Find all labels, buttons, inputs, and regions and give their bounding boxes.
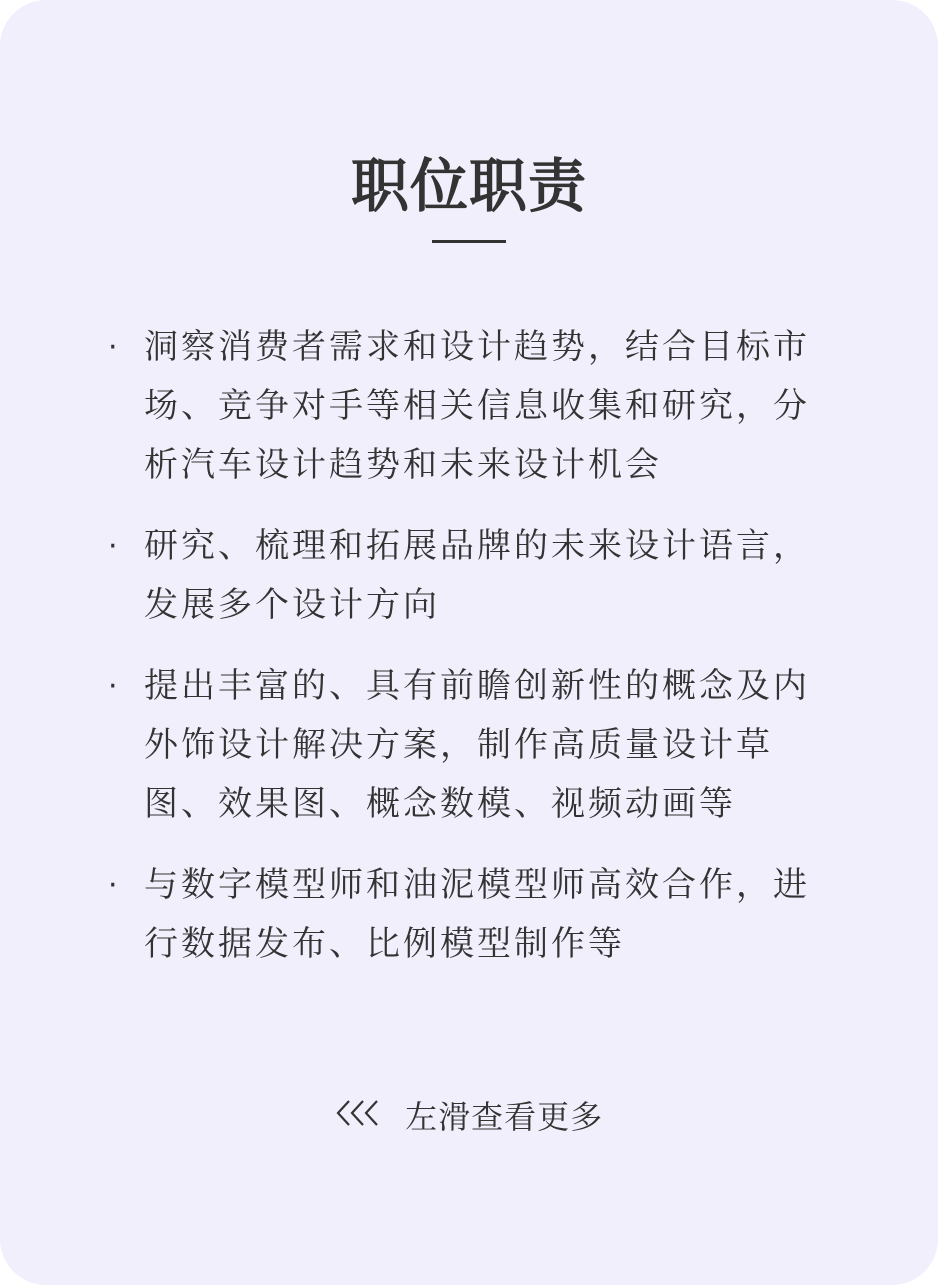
bullet-dot: · (108, 529, 121, 564)
duty-text: 提出丰富的、具有前瞻创新性的概念及内外饰设计解决方案，制作高质量设计草图、效果图、概念数模、视频动画等 (144, 666, 810, 824)
bullet-dot: · (108, 669, 121, 704)
list-item (108, 517, 838, 635)
swipe-more-hint[interactable] (0, 1092, 938, 1140)
list-item (108, 856, 838, 974)
bullet-dot: · (108, 868, 121, 903)
title-underline (432, 240, 506, 243)
duty-text: 与数字模型师和油泥模型师高效合作，进行数据发布、比例模型制作等 (144, 865, 810, 964)
triple-chevron-left-icon (335, 1094, 385, 1140)
list-item (108, 318, 838, 495)
bullet-dot: · (108, 330, 121, 365)
duty-text: 研究、梳理和拓展品牌的未来设计语言，发展多个设计方向 (144, 526, 810, 625)
swipe-more-label: 左滑查看更多 (405, 1098, 604, 1136)
duty-list (108, 318, 838, 996)
page-title: 职位职责 (350, 152, 587, 220)
list-item (108, 657, 838, 834)
duty-text: 洞察消费者需求和设计趋势，结合目标市场、竞争对手等相关信息收集和研究，分析汽车设计趋势和未来设计机会 (144, 327, 810, 485)
